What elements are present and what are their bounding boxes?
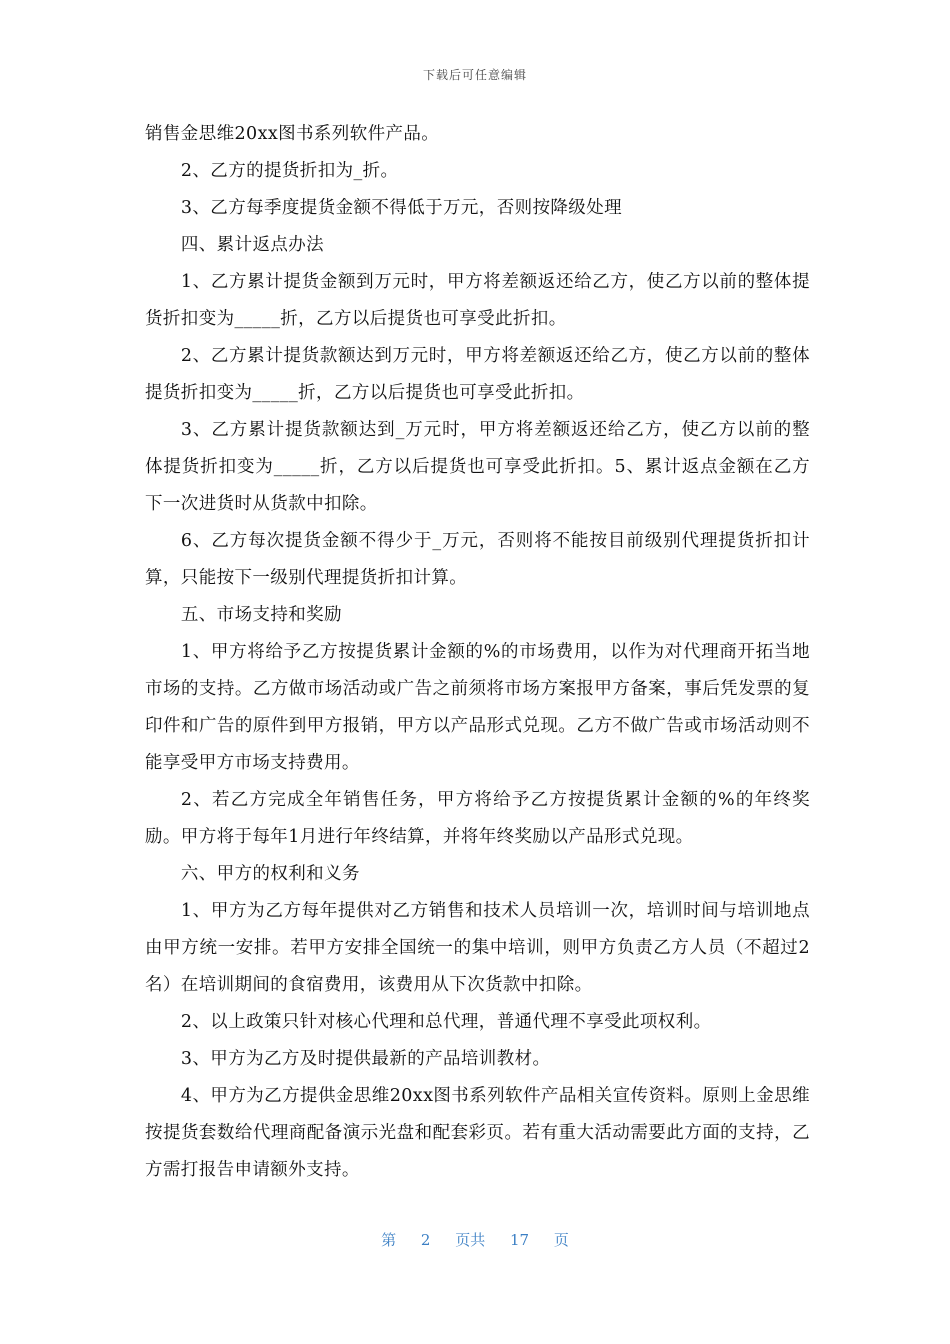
paragraph-5: 2、乙方累计提货款额达到万元时，甲方将差额返还给乙方，使乙方以前的整体提货折扣变为_____折，乙方以后提货也可享受此折扣。 <box>145 346 810 403</box>
paragraph-1: 2、乙方的提货折扣为_折。 <box>180 161 399 181</box>
paragraph-14: 3、甲方为乙方及时提供最新的产品培训教材。 <box>180 1049 551 1069</box>
paragraph-0: 销售金思维20xx图书系列软件产品。 <box>145 124 440 144</box>
section-heading-4: 四、累计返点办法 <box>180 235 325 255</box>
page-total: 17 <box>510 1231 530 1249</box>
page-label-mid: 页共 <box>455 1231 486 1249</box>
paragraph-2: 3、乙方每季度提货金额不得低于万元，否则按降级处理 <box>180 198 623 218</box>
paragraph-15: 4、甲方为乙方提供金思维20xx图书系列软件产品相关宣传资料。原则上金思维按提货套数给代理商配备演示光盘和配套彩页。若有重大活动需要此方面的支持，乙方需打报告申请额外支持。 <box>145 1086 810 1180</box>
paragraph-7: 6、乙方每次提货金额不得少于_万元，否则将不能按目前级别代理提货折扣计算，只能按下一级别代理提货折扣计算。 <box>145 531 810 588</box>
paragraph-13: 2、以上政策只针对核心代理和总代理，普通代理不享受此项权利。 <box>180 1012 712 1032</box>
document-body <box>145 116 810 1189</box>
paragraph-6: 3、乙方累计提货款额达到_万元时，甲方将差额返还给乙方，使乙方以前的整体提货折扣变为_____折，乙方以后提货也可享受此折扣。5、累计返点金额在乙方下一次进货时从货款中扣除。 <box>145 420 810 514</box>
page-label-suffix: 页 <box>553 1231 569 1249</box>
paragraph-4: 1、乙方累计提货金额到万元时，甲方将差额返还给乙方，使乙方以前的整体提货折扣变为_____折，乙方以后提货也可享受此折扣。 <box>145 272 810 329</box>
paragraph-12: 1、甲方为乙方每年提供对乙方销售和技术人员培训一次，培训时间与培训地点由甲方统一安排。若甲方安排全国统一的集中培训，则甲方负责乙方人员（不超过2名）在培训期间的食宿费用，该费用从下次货款中扣除。 <box>145 901 810 995</box>
page-current: 2 <box>420 1231 431 1249</box>
page-label-prefix: 第 <box>381 1231 397 1249</box>
paragraph-10: 2、若乙方完成全年销售任务，甲方将给予乙方按提货累计金额的%的年终奖励。甲方将于每年1月进行年终结算，并将年终奖励以产品形式兑现。 <box>145 790 810 847</box>
section-heading-5: 五、市场支持和奖励 <box>180 605 342 625</box>
paragraph-9: 1、甲方将给予乙方按提货累计金额的%的市场费用，以作为对代理商开拓当地市场的支持。乙方做市场活动或广告之前须将市场方案报甲方备案，事后凭发票的复印件和广告的原件到甲方报销，甲方以产品形式兑现。乙方不做广告或市场活动则不能享受甲方市场支持费用。 <box>145 642 810 773</box>
section-heading-6: 六、甲方的权利和义务 <box>180 864 360 884</box>
page-header: 下载后可任意编辑 <box>422 68 527 82</box>
page-footer <box>0 1229 950 1250</box>
